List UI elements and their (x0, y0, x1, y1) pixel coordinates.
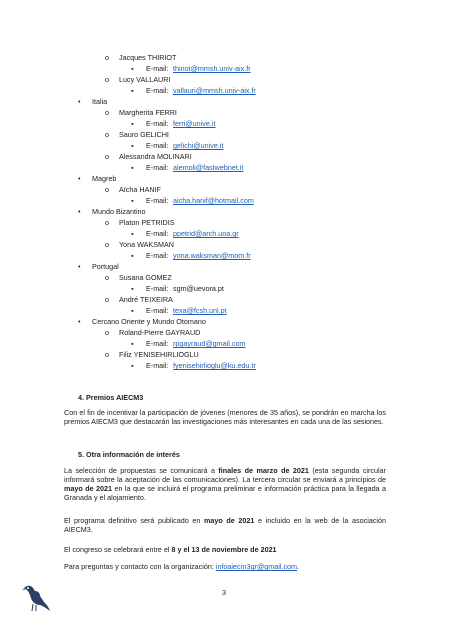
email-link[interactable]: texa@fcsh.unl.pt (173, 306, 227, 315)
email-label: E-mail: (146, 163, 169, 172)
section-5-paragraph-3: El congreso se celebrará entre el 8 y el 13 de noviembre de 2021 (64, 545, 277, 554)
section-5-paragraph-1: La selección de propuestas se comunicará a finales de marzo de 2021 (esta segunda circular informará sobre la aceptación de las comunicaciones). La tercera circular se enviará a principios de mayo de 2021 en la que se incluirá el programa preliminar e información práctica para la llegada a Granada y el alojamiento. (64, 466, 386, 502)
email-link[interactable]: thiriot@mmsh.univ-aix.fr (173, 64, 251, 73)
email-link[interactable]: alemoli@fastwebnet.it (173, 163, 244, 172)
level1-bullet: • (78, 174, 81, 183)
email-label: E-mail: (146, 251, 169, 260)
email-link[interactable]: ppetrid@arch.uoa.gr (173, 229, 239, 238)
level3-bullet: ▪ (131, 339, 134, 348)
level1-bullet: • (78, 317, 81, 326)
level1-bullet: • (78, 207, 81, 216)
email-link[interactable]: gelichi@unive.it (173, 141, 224, 150)
level2-bullet: o (105, 75, 109, 84)
email-label: E-mail: (146, 339, 169, 348)
email-link[interactable]: aicha.hanif@hotmail.com (173, 196, 254, 205)
email-link[interactable]: rpgayraud@gmail.com (173, 339, 246, 348)
level2-bullet: o (105, 350, 109, 359)
level2-bullet: o (105, 53, 109, 62)
person-name: Platon PETRIDIS (119, 218, 175, 227)
email-label: E-mail: (146, 229, 169, 238)
region-label: Mundo Bizantino (92, 207, 146, 216)
email-label: E-mail: (146, 64, 169, 73)
region-label: Portugal (92, 262, 119, 271)
level2-bullet: o (105, 152, 109, 161)
email-label: E-mail: (146, 86, 169, 95)
person-name: Margherita FERRI (119, 108, 177, 117)
level3-bullet: ▪ (131, 284, 134, 293)
email-link[interactable]: sgm@uevora.pt (173, 284, 224, 293)
person-name: Yona WAKSMAN (119, 240, 174, 249)
section-4-heading: 4. Premios AIECM3 (78, 393, 144, 402)
person-name: Susana GOMEZ (119, 273, 172, 282)
bird-logo-icon (18, 580, 52, 614)
email-label: E-mail: (146, 196, 169, 205)
email-label: E-mail: (146, 284, 169, 293)
contact-email-link[interactable]: infoaiecm3gr@gmail.com (215, 562, 298, 571)
email-label: E-mail: (146, 306, 169, 315)
level3-bullet: ▪ (131, 229, 134, 238)
level3-bullet: ▪ (131, 163, 134, 172)
email-link[interactable]: ferri@unive.it (173, 119, 216, 128)
email-label: E-mail: (146, 361, 169, 370)
region-label: Magreb (92, 174, 117, 183)
person-name: Lucy VALLAURI (119, 75, 171, 84)
level2-bullet: o (105, 240, 109, 249)
level2-bullet: o (105, 328, 109, 337)
person-name: Alessandra MOLINARI (119, 152, 192, 161)
person-name: André TEIXEIRA (119, 295, 173, 304)
level2-bullet: o (105, 130, 109, 139)
page-number: 3 (222, 588, 226, 597)
level3-bullet: ▪ (131, 141, 134, 150)
person-name: Roland-Pierre GAYRAUD (119, 328, 201, 337)
email-link[interactable]: fyenisehirlioglu@ku.edu.tr (173, 361, 256, 370)
level3-bullet: ▪ (131, 361, 134, 370)
level2-bullet: o (105, 218, 109, 227)
region-label: Italia (92, 97, 108, 106)
level2-bullet: o (105, 185, 109, 194)
level3-bullet: ▪ (131, 251, 134, 260)
level1-bullet: • (78, 262, 81, 271)
section-4-text: Con el fin de incentivar la participación de jóvenes (menores de 35 años), se pondrán en marcha los premios AIECM3 que destacarán las investigaciones más interesantes en cada una de las sesiones. (64, 408, 386, 426)
level3-bullet: ▪ (131, 119, 134, 128)
level3-bullet: ▪ (131, 306, 134, 315)
level2-bullet: o (105, 108, 109, 117)
person-name: Jacques THIRIOT (119, 53, 177, 62)
email-label: E-mail: (146, 119, 169, 128)
section-5-heading: 5. Otra información de interés (78, 450, 180, 459)
level3-bullet: ▪ (131, 64, 134, 73)
level3-bullet: ▪ (131, 196, 134, 205)
level2-bullet: o (105, 295, 109, 304)
section-5-paragraph-2: El programa definitivo será publicado en mayo de 2021 e incluido en la web de la asociación AIECM3. (64, 516, 387, 534)
level1-bullet: • (78, 97, 81, 106)
person-name: Sauro GELICHI (119, 130, 169, 139)
email-link[interactable]: vallauri@mmsh.univ-aix.fr (173, 86, 256, 95)
level3-bullet: ▪ (131, 86, 134, 95)
level2-bullet: o (105, 273, 109, 282)
email-link[interactable]: yona.waksman@mom.fr (173, 251, 251, 260)
region-label: Cercano Oriente y Mundo Otomano (92, 317, 206, 326)
email-label: E-mail: (146, 141, 169, 150)
person-name: Filiz YENISEHIRLIOGLU (119, 350, 199, 359)
person-name: Aïcha HANIF (119, 185, 161, 194)
section-5-paragraph-4: Para preguntas y contacto con la organización: infoaiecm3gr@gmail.com. (64, 562, 300, 571)
